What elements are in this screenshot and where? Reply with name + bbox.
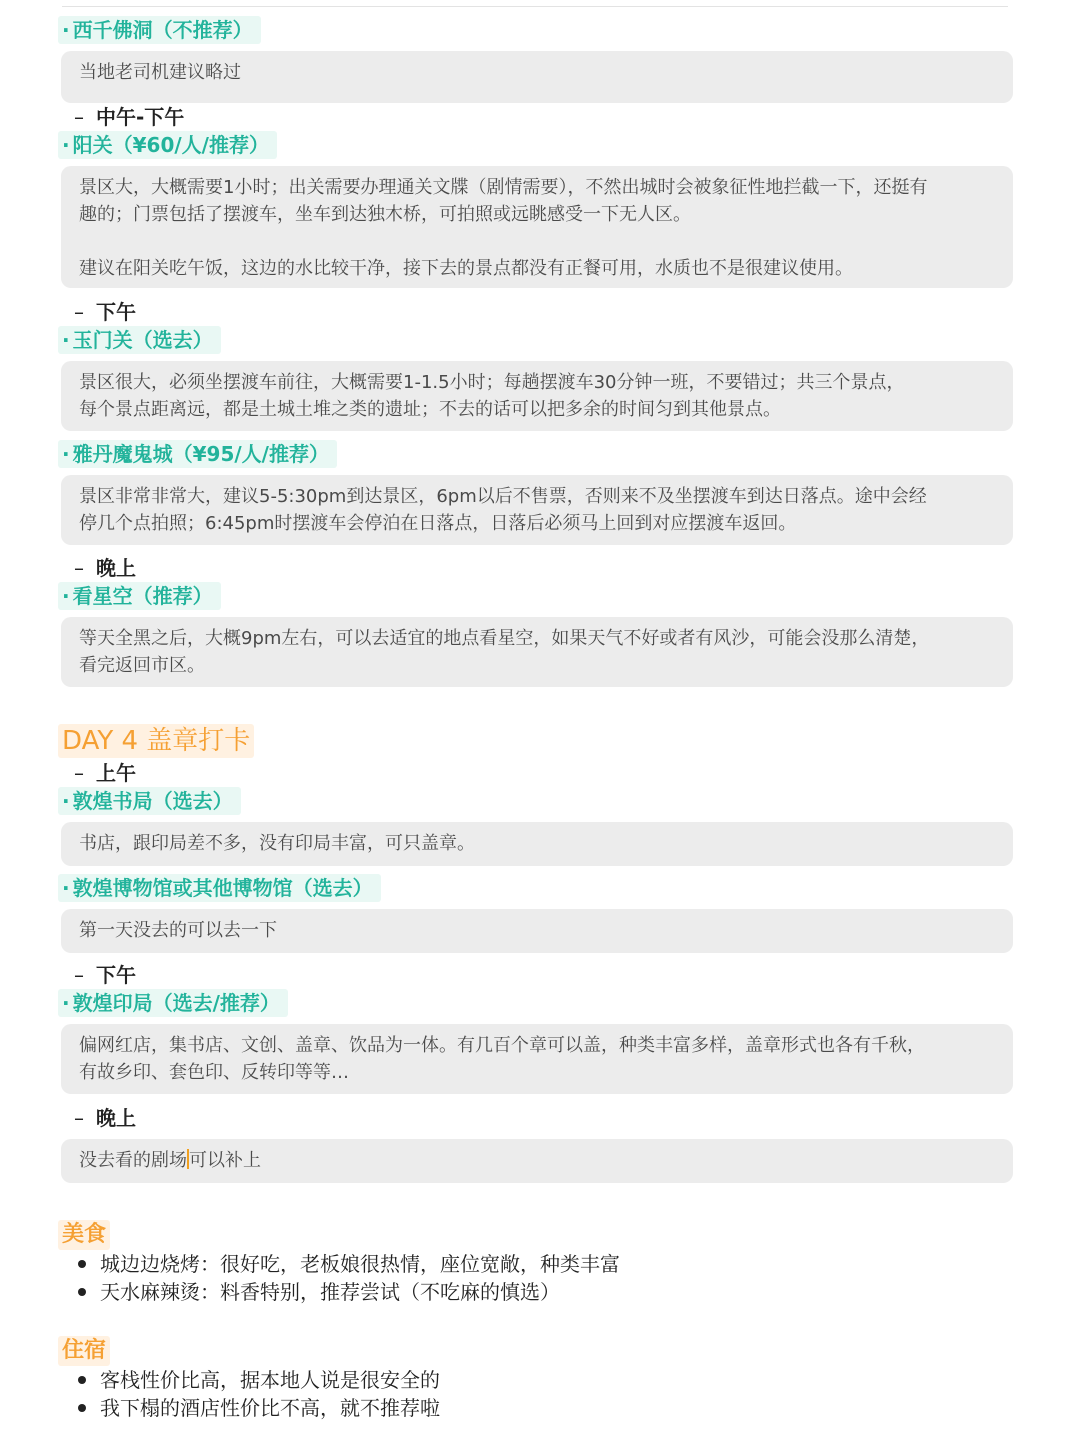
spot-title: 敦煌书局（选去） <box>72 789 233 813</box>
period-dash: – <box>74 105 84 129</box>
note-text: 当地老司机建议略过 <box>79 62 241 83</box>
note-text: 第一天没去的可以去一下 <box>79 920 277 941</box>
food-list <box>76 1250 620 1306</box>
spot-heading-yangguan <box>58 131 277 159</box>
period-afternoon-day4 <box>74 961 136 989</box>
list-item-text: 我下榻的酒店性价比不高，就不推荐啦 <box>100 1396 440 1420</box>
top-divider <box>62 6 1008 7</box>
note-text: 等天全黑之后，大概9pm左右，可以去适宜的地点看星空，如果天气不好或者有风沙，可能会没那么清楚， <box>79 628 930 649</box>
spot-title: 敦煌印局（选去/推荐） <box>72 991 280 1015</box>
period-noon <box>74 103 184 131</box>
list-item-text: 城边边烧烤：很好吃，老板娘很热情，座位宽敞，种类丰富 <box>100 1252 620 1276</box>
spot-heading-stars <box>58 582 221 610</box>
period-evening <box>74 554 136 582</box>
period-dash: – <box>74 963 84 987</box>
list-item-text: 客栈性价比高，据本地人说是很安全的 <box>100 1368 440 1392</box>
period-label: 上午 <box>96 761 136 785</box>
spot-dot: · <box>62 133 70 157</box>
spot-dot: · <box>62 18 70 42</box>
note-text-part: 没去看的剧场 <box>79 1150 187 1171</box>
spot-dot: · <box>62 876 70 900</box>
list-item-text: 天水麻辣烫：料香特别，推荐尝试（不吃麻的慎选） <box>100 1280 560 1304</box>
bullet-icon <box>78 1260 86 1268</box>
note-text-part: 可以补上 <box>189 1150 261 1171</box>
spot-title: 雅丹魔鬼城（¥95/人/推荐） <box>72 442 329 466</box>
spot-heading-bookstore <box>58 787 241 815</box>
period-label: 晚上 <box>96 1106 136 1130</box>
note-text: 看完返回市区。 <box>79 655 205 676</box>
list-item <box>76 1250 620 1278</box>
spot-heading-xiqian <box>58 16 261 44</box>
note-text <box>79 1147 995 1174</box>
note-text: 趣的；门票包括了摆渡车，坐车到达独木桥，可拍照或远眺感受一下无人区。 <box>79 204 691 225</box>
note-box-museum <box>61 909 1013 953</box>
note-box-xiqian <box>61 51 1013 103</box>
note-box-yangguan <box>61 166 1013 288</box>
period-label: 下午 <box>96 300 136 324</box>
list-item <box>76 1366 440 1394</box>
note-text: 偏网红店，集书店、文创、盖章、饮品为一体。有几百个章可以盖，种类丰富多样，盖章形式也各有千秋， <box>79 1035 925 1056</box>
spot-dot: · <box>62 584 70 608</box>
note-text: 建议在阳关吃午饭，这边的水比较干净，接下去的景点都没有正餐可用，水质也不是很建议使用。 <box>79 258 853 279</box>
note-box-stars <box>61 617 1013 687</box>
spot-dot: · <box>62 789 70 813</box>
note-box-bookstore <box>61 822 1013 866</box>
period-label: 中午-下午 <box>96 105 185 129</box>
note-box-yadan <box>61 475 1013 545</box>
spot-title: 阳关（¥60/人/推荐） <box>72 133 269 157</box>
period-label: 晚上 <box>96 556 136 580</box>
period-evening-day4 <box>74 1104 136 1132</box>
spot-dot: · <box>62 442 70 466</box>
note-box-yumenguan <box>61 361 1013 431</box>
period-dash: – <box>74 1106 84 1130</box>
food-heading: 美食 <box>58 1220 110 1250</box>
note-box-evening <box>61 1139 1013 1183</box>
list-item <box>76 1278 620 1306</box>
spot-title: 玉门关（选去） <box>72 328 213 352</box>
bullet-icon <box>78 1376 86 1384</box>
period-dash: – <box>74 761 84 785</box>
note-text: 书店，跟印局差不多，没有印局丰富，可只盖章。 <box>79 833 475 854</box>
spot-title: 敦煌博物馆或其他博物馆（选去） <box>72 876 373 900</box>
day-heading: DAY 4 盖章打卡 <box>58 724 254 758</box>
spot-heading-museum <box>58 874 381 902</box>
period-morning <box>74 759 136 787</box>
spot-heading-yadan <box>58 440 337 468</box>
note-text: 景区非常非常大，建议5-5:30pm到达景区，6pm以后不售票，否则来不及坐摆渡车到达日落点。途中会经 <box>79 486 927 507</box>
note-text: 景区大，大概需要1小时；出关需要办理通关文牒（剧情需要），不然出城时会被象征性地拦截一下，还挺有 <box>79 177 928 198</box>
period-afternoon <box>74 298 136 326</box>
note-box-yinju <box>61 1024 1013 1094</box>
bullet-icon <box>78 1288 86 1296</box>
note-text: 停几个点拍照；6:45pm时摆渡车会停泊在日落点，日落后必须马上回到对应摆渡车返回。 <box>79 513 797 534</box>
spot-title: 西千佛洞（不推荐） <box>72 18 253 42</box>
spot-heading-yumenguan <box>58 326 221 354</box>
period-label: 下午 <box>96 963 136 987</box>
spot-title: 看星空（推荐） <box>72 584 213 608</box>
spot-heading-yinju <box>58 989 288 1017</box>
note-text: 景区很大，必须坐摆渡车前往，大概需要1-1.5小时；每趟摆渡车30分钟一班，不要错过；共三个景点， <box>79 372 905 393</box>
note-text: 每个景点距离远，都是土城土堆之类的遗址；不去的话可以把多余的时间匀到其他景点。 <box>79 399 781 420</box>
note-text: 有故乡印、套色印、反转印等等… <box>79 1062 349 1083</box>
spot-dot: · <box>62 328 70 352</box>
lodging-heading: 住宿 <box>58 1336 110 1366</box>
spot-dot: · <box>62 991 70 1015</box>
lodging-list <box>76 1366 440 1422</box>
period-dash: – <box>74 556 84 580</box>
period-dash: – <box>74 300 84 324</box>
list-item <box>76 1394 440 1422</box>
bullet-icon <box>78 1404 86 1412</box>
